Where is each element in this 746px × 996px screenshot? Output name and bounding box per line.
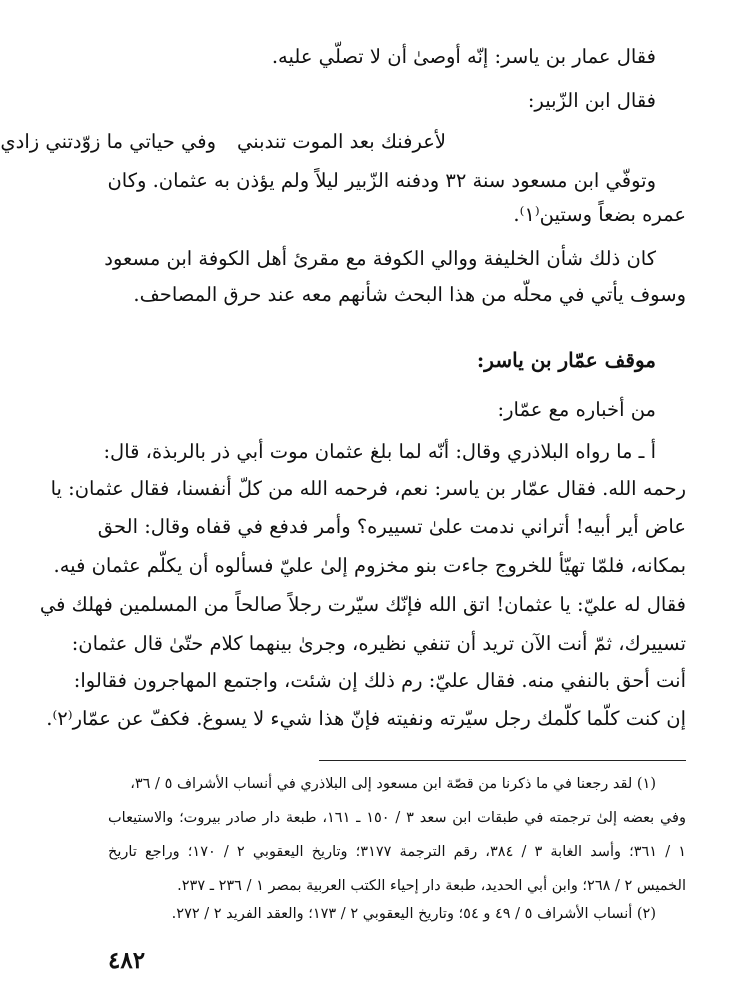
body-line-caliph-and-governor: كان ذلك شأن الخليفة ووالي الكوفة مع مقرئ أهل الكوفة ابن مسعود (104, 247, 656, 270)
body-line-ibn-zubayr-said: فقال ابن الزّبير: (527, 89, 656, 112)
narration-line-5: فقال له عليّ: يا عثمان! اتق الله فإنّك سيّرت رجلاً صالحاً من المسلمين فهلك في (39, 593, 686, 616)
narration-line-7: أنت أحق بالنفي منه. فقال عليّ: رم ذلك إن شئت، واجتمع المهاجرون فقالوا: (73, 669, 686, 692)
body-line-ammar-said: فقال عمار بن ياسر: إنّه أوصىٰ أن لا تصلّي عليه. (271, 45, 656, 68)
narration-line-3: عاض أير أبيه! أتراني ندمت علىٰ تسييره؟ وأمر فدفع في قفاه وقال: الحق (97, 515, 686, 538)
body-line-age: عمره بضعاً وستين⁽١⁾. (513, 203, 686, 226)
verse-first-hemistich: لأعرفنك بعد الموت تندبني (237, 130, 446, 153)
narration-line-1: أ ـ ما رواه البلاذري وقال: أنّه لما بلغ عثمان موت أبي ذر بالربذة، قال: (103, 440, 656, 463)
narration-line-2: رحمه الله. فقال عمّار بن ياسر: نعم، فرحمه الله من كلّ أنفسنا، فقال عثمان: يا (50, 477, 686, 500)
narration-line-6: تسييرك، ثمّ أنت الآن تريد أن تنفي نظيره، وجرىٰ بينهما كلام حتّىٰ قال عثمان: (71, 632, 686, 655)
footnote-1-line-3: ١ / ٣٦١؛ وأسد الغابة ٣ / ٣٨٤، رقم الترجمة ٣١٧٧؛ وتاريخ اليعقوبي ٢ / ١٧٠؛ وراجع تاريخ (108, 844, 687, 860)
page-number: ٤٨٢ (108, 947, 146, 974)
section-heading: موقف عمّار بن ياسر: (476, 348, 656, 372)
narration-line-8: إن كنت كلّما كلّمك رجل سيّرته ونفيته فإنّ هذا شيء لا يسوغ. فكفّ عن عمّار⁽٢⁾. (46, 707, 686, 730)
footnote-separator (319, 760, 686, 761)
sub-heading: من أخباره مع عمّار: (497, 398, 656, 421)
verse-second-hemistich: وفي حياتي ما زوّدتني زادي (0, 130, 216, 153)
footnote-1-line-4: الخميس ٢ / ٢٦٨؛ وابن أبي الحديد، طبعة دار إحياء الكتب العربية بمصر ١ / ٢٣٦ ـ ٢٣٧. (177, 878, 686, 894)
footnote-1-line-2: وفي بعضه إلىٰ ترجمته في طبقات ابن سعد ٣ / ١٥٠ ـ ١٦١، طبعة دار صادر بيروت؛ والاستيعاب (108, 810, 686, 826)
body-line-burning-of-mushafs: وسوف يأتي في محلّه من هذا البحث شأنهم معه عند حرق المصاحف. (133, 283, 686, 306)
body-line-death-of-ibn-masud: وتوفّي ابن مسعود سنة ٣٢ ودفنه الزّبير ليلاً ولم يؤذن به عثمان. وكان (107, 169, 656, 192)
footnote-2: (٢) أنساب الأشراف ٥ / ٤٩ و ٥٤؛ وتاريخ اليعقوبي ٢ / ١٧٣؛ والعقد الفريد ٢ / ٢٧٢. (171, 906, 656, 922)
narration-line-4: بمكانه، فلمّا تهيّأ للخروج جاءت بنو مخزوم إلىٰ عليّ فسألوه أن يكلّم عثمان فيه. (53, 554, 686, 577)
footnote-1-line-1: (١) لقد رجعنا في ما ذكرنا من قصّة ابن مسعود إلى البلاذري في أنساب الأشراف ٥ / ٣٦، (130, 776, 656, 792)
